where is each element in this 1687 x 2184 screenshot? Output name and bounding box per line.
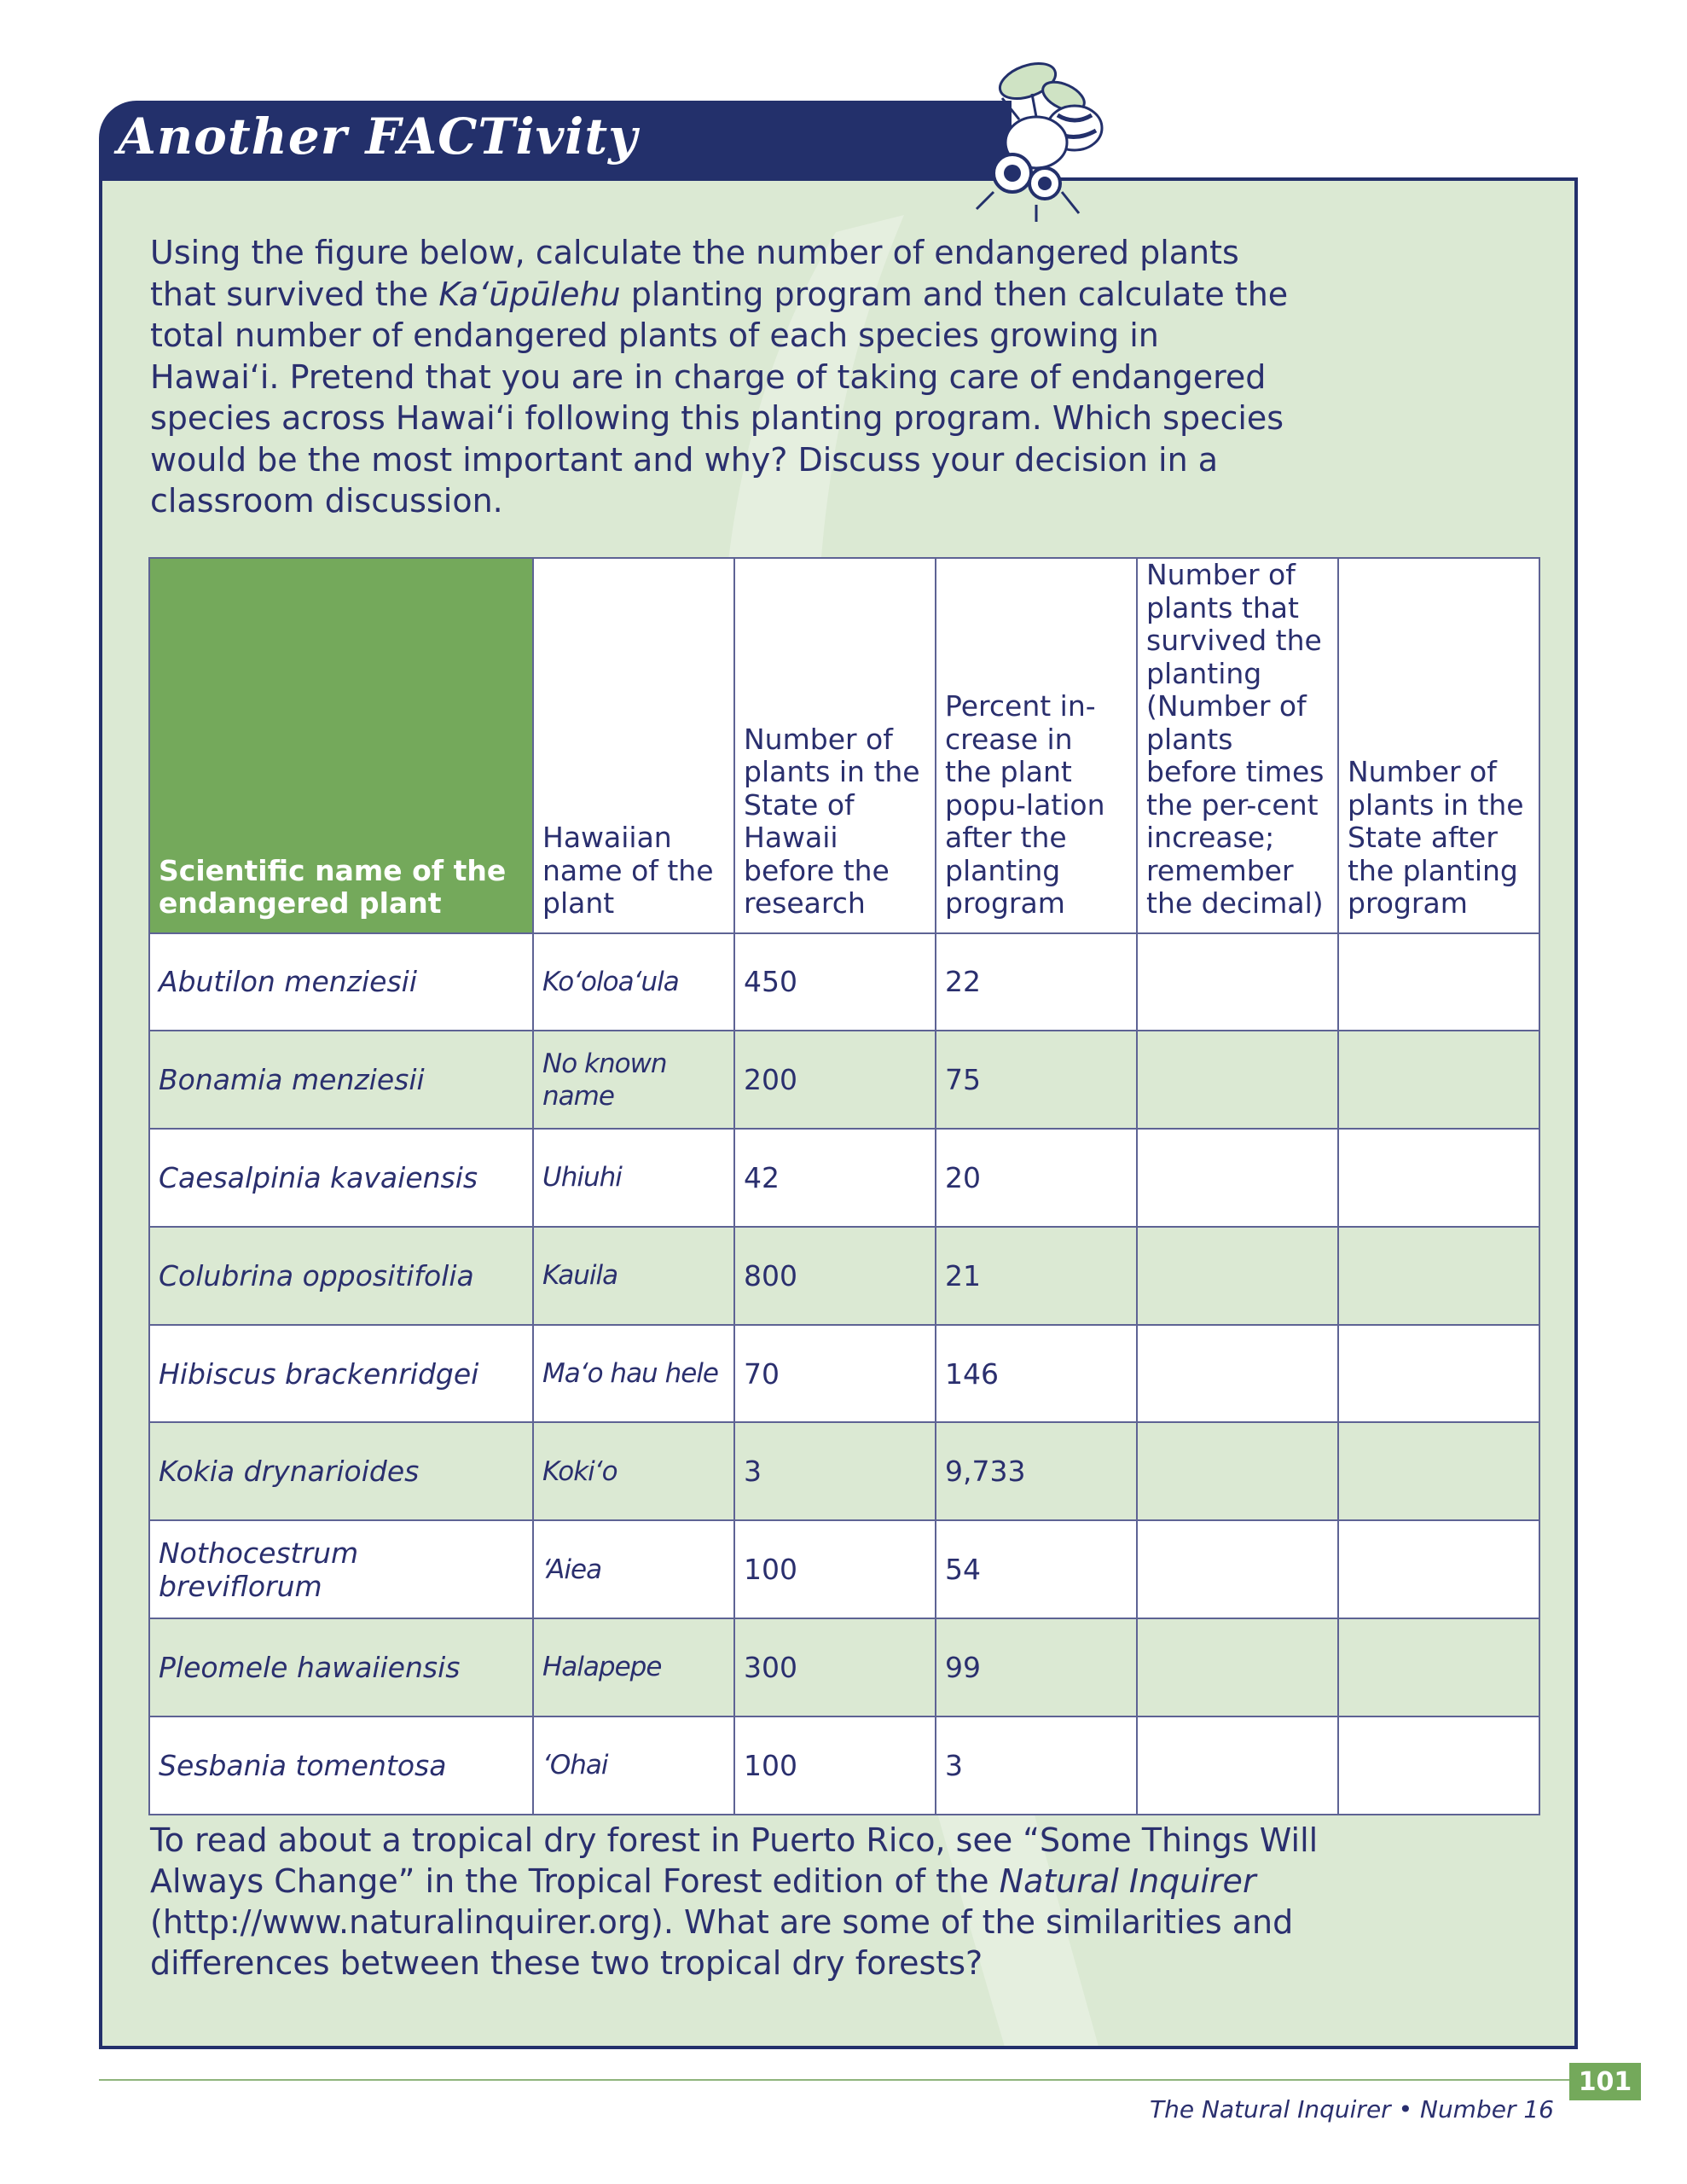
cell-hawaiian: Ma‘o hau hele [533,1325,734,1423]
cell-after-blank [1338,1129,1539,1227]
intro-text-1: Using the figure below, calculate the number of endangered plants that survived the [150,234,1239,313]
intro-place-name: Ka‘ūpūlehu [438,275,621,313]
cell-before: 3 [734,1422,936,1520]
table-row [149,1031,1539,1129]
cell-after-blank [1338,1325,1539,1423]
cell-survived-blank [1137,1716,1338,1815]
cell-percent: 75 [936,1031,1137,1129]
cell-survived-blank [1137,1227,1338,1325]
cell-before: 100 [734,1716,936,1815]
cell-after-blank [1338,1716,1539,1815]
cell-scientific: Abutilon menziesii [149,933,533,1031]
cell-survived-blank [1137,933,1338,1031]
footer-credit: The Natural Inquirer • Number 16 [1149,2095,1554,2123]
cell-after-blank [1338,1618,1539,1716]
cell-before: 70 [734,1325,936,1423]
cell-percent: 3 [936,1716,1137,1815]
cell-percent: 9,733 [936,1422,1137,1520]
page-title: Another FACTivity [118,107,638,166]
footnote-text-1: To read about a tropical dry forest in Puerto Rico, see “Some Things Will Always Change” in the Tropical Forest edition of the [150,1821,1319,1900]
col-header-scientific: Scientific name of the endangered plant [149,558,533,933]
table-row [149,1227,1539,1325]
cell-before: 300 [734,1618,936,1716]
cell-survived-blank [1137,1618,1338,1716]
cell-hawaiian: Halapepe [533,1618,734,1716]
footnote-publication-name: Natural Inquirer [999,1862,1256,1900]
intro-paragraph [150,232,1293,522]
cell-before: 42 [734,1129,936,1227]
cell-scientific: Pleomele hawaiiensis [149,1618,533,1716]
endangered-plants-table [148,557,1540,1815]
cell-before: 100 [734,1520,936,1618]
table-row [149,1422,1539,1520]
cell-scientific: Hibiscus brackenridgei [149,1325,533,1423]
cell-after-blank [1338,1031,1539,1129]
col-header-percent: Percent in-crease in the plant popu-lation after the planting program [936,558,1137,933]
bee-mascot-icon [908,47,1113,222]
footnote-paragraph [150,1820,1361,1984]
cell-percent: 54 [936,1520,1137,1618]
cell-survived-blank [1137,1325,1338,1423]
cell-scientific: Nothocestrum breviflorum [149,1520,533,1618]
cell-hawaiian: Ko‘oloa‘ula [533,933,734,1031]
table-row [149,1520,1539,1618]
cell-survived-blank [1137,1031,1338,1129]
cell-survived-blank [1137,1520,1338,1618]
cell-hawaiian: No known name [533,1031,734,1129]
cell-survived-blank [1137,1129,1338,1227]
cell-after-blank [1338,1520,1539,1618]
col-header-before: Number of plants in the State of Hawaii before the research [734,558,936,933]
cell-percent: 22 [936,933,1137,1031]
cell-percent: 99 [936,1618,1137,1716]
table-row [149,1325,1539,1423]
cell-after-blank [1338,1422,1539,1520]
table-row [149,933,1539,1031]
intro-text-2: planting program and then calculate the total number of endangered plants of each species growing in Hawai‘i. Pretend that you are in charge of taking care of endangered species across Hawai‘i following this planting program. Which species would be the most important and why? Discuss your decision in a classroom discussion. [150,275,1289,520]
footer-rule [99,2079,1569,2081]
col-header-after: Number of plants in the State after the planting program [1338,558,1539,933]
table-row [149,1129,1539,1227]
cell-scientific: Bonamia menziesii [149,1031,533,1129]
footnote-text-2: (http://www.naturalinquirer.org). What are some of the similarities and differences between these two tropical dry forests? [150,1903,1294,1982]
cell-survived-blank [1137,1422,1338,1520]
cell-hawaiian: ‘Ohai [533,1716,734,1815]
cell-before: 200 [734,1031,936,1129]
cell-scientific: Colubrina oppositifolia [149,1227,533,1325]
cell-after-blank [1338,1227,1539,1325]
cell-percent: 21 [936,1227,1137,1325]
cell-hawaiian: Kauila [533,1227,734,1325]
cell-before: 800 [734,1227,936,1325]
table-header-row [149,558,1539,933]
cell-hawaiian: Koki‘o [533,1422,734,1520]
cell-percent: 20 [936,1129,1137,1227]
cell-scientific: Caesalpinia kavaiensis [149,1129,533,1227]
cell-hawaiian: ‘Aiea [533,1520,734,1618]
col-header-hawaiian: Hawaiian name of the plant [533,558,734,933]
cell-after-blank [1338,933,1539,1031]
cell-scientific: Sesbania tomentosa [149,1716,533,1815]
cell-scientific: Kokia drynarioides [149,1422,533,1520]
cell-before: 450 [734,933,936,1031]
page-number-badge: 101 [1569,2063,1641,2100]
cell-percent: 146 [936,1325,1137,1423]
table-row [149,1618,1539,1716]
table-row [149,1716,1539,1815]
col-header-survived: Number of plants that survived the planting (Number of plants before times the per-cent increase; remember the decimal) [1137,558,1338,933]
cell-hawaiian: Uhiuhi [533,1129,734,1227]
